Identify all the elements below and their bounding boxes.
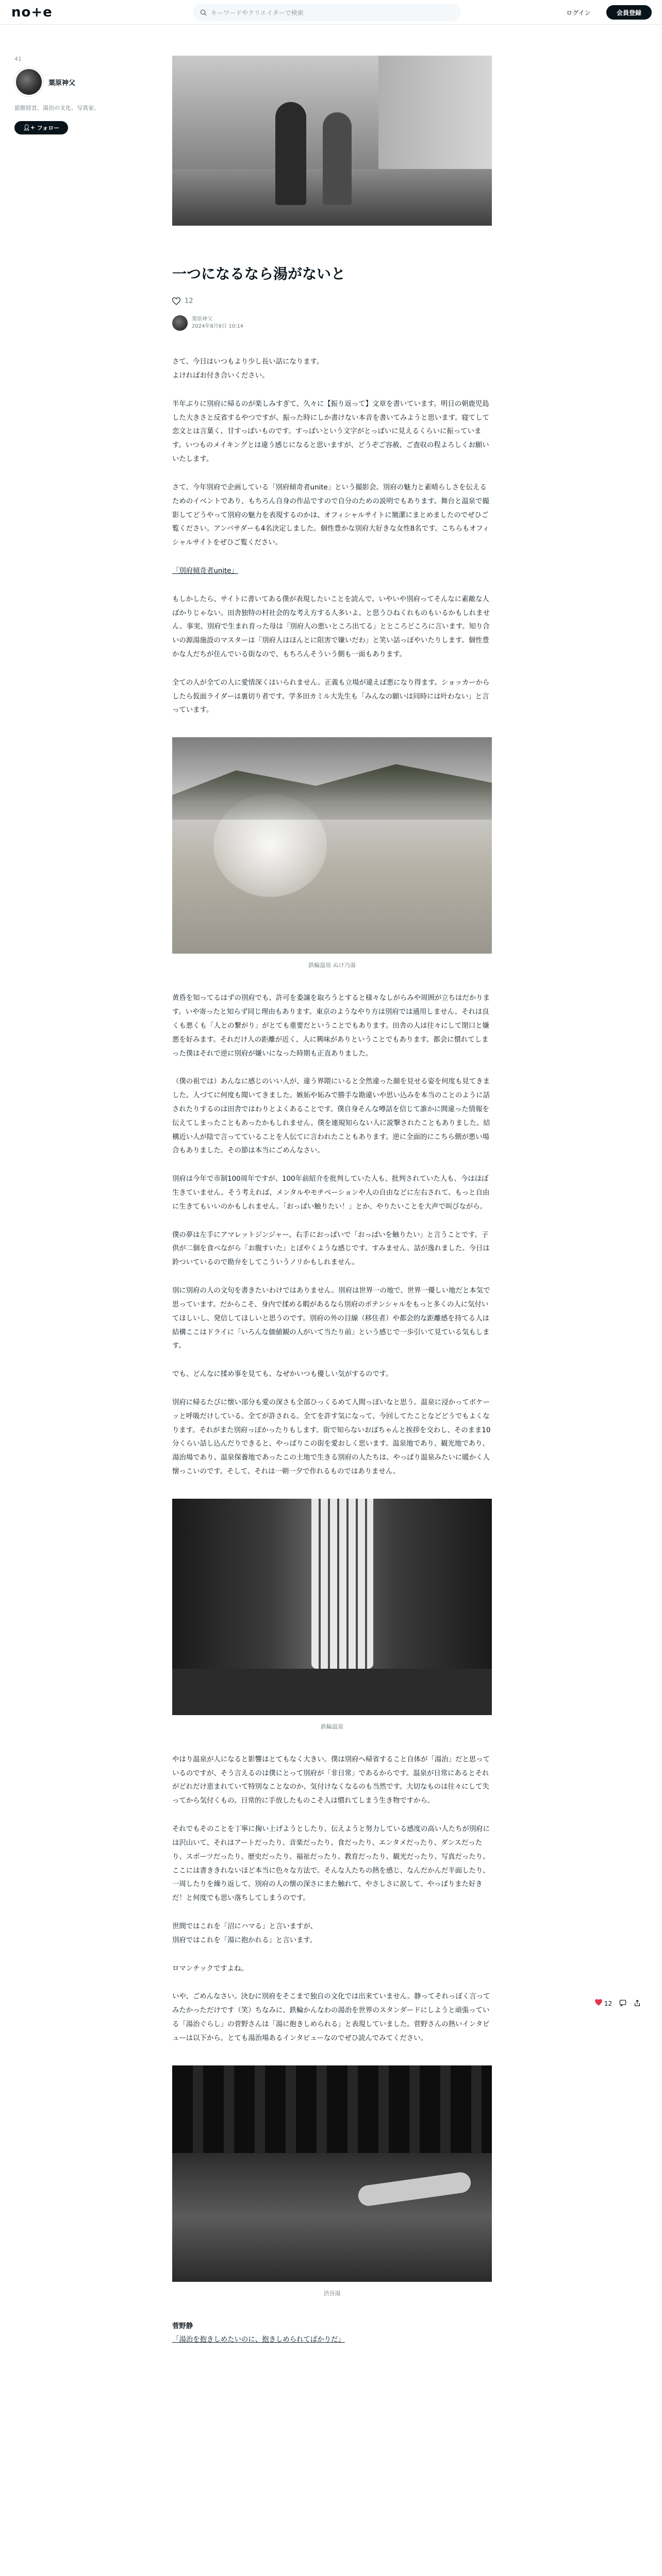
- heart-icon[interactable]: [172, 297, 180, 305]
- float-like[interactable]: [595, 1999, 612, 2007]
- figure-caption: 鉄輪温泉: [321, 1723, 343, 1730]
- paragraph: 黄昏を知ってるはずの別府でも、許可を委譲を取ろうとすると様々なしがらみや周囲が立ちはだかります。いや寄ったと知らず同じ理由もあります。東京のようなやり方は別府では通用しません。それは良くも悪くも「人との繋がり」がとても重要だということでもあります。田舎の人は往々にして閉口と嫌悪を好みます。それだけ人の距離が近く、人に興味がありということでもあります。都会に慣れてしまった僕はそれで逆に別府が嫌いになった時期も正直ありました。: [172, 994, 490, 1058]
- paragraph: ロマンチックですよね。: [172, 1964, 248, 1973]
- signup-button[interactable]: 会員登録: [606, 5, 652, 20]
- login-button[interactable]: ログイン: [557, 5, 600, 20]
- hero-person-1: [275, 102, 306, 205]
- meta-text: [192, 316, 243, 330]
- paragraph: さて、今日はいつもより少し長い話になります。 よければお付き合いください。: [172, 358, 324, 380]
- heart-icon[interactable]: [595, 1999, 602, 2006]
- author-row[interactable]: [14, 67, 118, 96]
- paragraph: でも、どんなに揉め事を見ても、なぜかいつも優しい気がするのです。: [172, 1370, 393, 1379]
- paragraph: もしかしたら、サイトに書いてある僕が表現したいことを読んで、いやいや別府ってそんなに素敵な人ばかりじゃない。田舎独特の村社会的な考え方する人多いよ。と思うひねくれものもいるかもしれません。事実、別府で生まれ育った母は「別府人の悪いところ出てる」とところどころに言います。知り合いの源湯施設のマスターは「別府人はほんとに阻害で嫌いだわ」と笑い話っぽやいたりします。個性豊かな人だちが住んでいる街なので、もちろんそういう側も一面もあります。: [172, 595, 490, 658]
- closing-heading: 菅野静: [172, 2322, 193, 2330]
- author-bio: 旅館経営、湯治の文化、写真家。: [14, 105, 100, 111]
- magazine-count: 41: [14, 56, 22, 62]
- search-input[interactable]: [193, 4, 461, 21]
- like-row[interactable]: [172, 297, 492, 305]
- paragraph: （僕の祖では）あんなに感じのいい人が、違う界隈にいると全然違った顔を見せる姿を何度も見てきました。人づてに何度も聞いてきました。嫉妬や妬みで勝手な勘違いや思い込みを本当のことのように話されたりするのは田舎ではわりとよくあることです。僕自身そんな噂話を信じて誰かに間違った情報を伝えてしまったこともあったかもしれません。僕を連規知らない人に説撃されたこともありました。結構近い人が陰で言ってていることを人伝てに言われたこともあります。逆に全面的にこちら側が悪い場合もありました。その節は本当にごめんなさい。: [172, 1078, 490, 1155]
- paragraph: 別府に帰るたびに懐い部分も愛の深さも全部ひっくるめて人間っぽいなと思う。温泉に浸かってボケーッと呼吸だけしている。全てが許される。全てを許す気になって、今回してたことなどどうでもよくなります。それがまた別府っぽかったりもします。街で知らないおばちゃんと挨拶を交わし、そのまま10分くらい話し込んだりできると、やっぱりこの街を愛おしく思います。温泉地であり、観光地であり、湯治場であり、温泉保養地であったこの土地で生きる別府の人たちは、やっぱり温泉みたいに暖かく人懐っこいのです。そして、それは一朝一夕で作れるものではありません。: [172, 1398, 491, 1476]
- person-plus-icon: 👤︎+: [23, 124, 35, 131]
- meta-avatar[interactable]: [172, 315, 188, 331]
- hero-image: [172, 56, 492, 226]
- article-title: 一つになるなら湯がないと: [172, 265, 346, 282]
- floating-actions: [595, 1999, 641, 2007]
- official-site-link[interactable]: 「別府傾奇者unite」: [172, 567, 238, 575]
- article-meta: [172, 315, 492, 331]
- author-name[interactable]: 葉原神父: [48, 79, 76, 87]
- paragraph: さて、今年別府で企画している「別府傾奇者unite」という撮影会。別府の魅力と素晴らしさを伝えるためのイベントであり、もちろん自身の作品ですので自分のための説明でもあります。舞台と温泉で撮影してどうやって別府の魅力を表現するのかは、オフィシャルサイトに簡潔にまとめましたのでぜひご覧ください。アンバサダーも4名決定しました。個性豊かな別府大好きな女性8名です。こちらもオフィシャルサイトをぜひご覧ください。: [172, 483, 489, 547]
- comment-icon[interactable]: [619, 1999, 626, 2007]
- follow-label: フォロー: [37, 124, 60, 131]
- figure-caption: 鉄輪温泉 ぬけ乃湯: [308, 962, 356, 969]
- search-icon: [200, 9, 207, 16]
- paragraph: 半年ぶりに別府に帰るのが楽しみすぎて、久々に【振り返って】文章を書いています。明日の朝鹿児島した大きさと反省するやつですが、振った時にしか書けない本音を書いてみようと思います。寝てして恋文とは言葉く、甘すっぱいものです。すっぱいという文字がとっぱいに見えるくらいに振っています。いつものメイキングとは違う感じになると思いますが、どうぞご容赦、ご査収の程よろしくお願いいたします。: [172, 400, 489, 464]
- like-count: 12: [185, 297, 193, 306]
- author-sidebar: [14, 56, 118, 134]
- note-logo[interactable]: no+e: [11, 5, 53, 20]
- interview-link[interactable]: 「湯治を抱きしめたいのに、抱きしめられてばかりだ」: [172, 2336, 345, 2344]
- kimono-image: [172, 1499, 492, 1715]
- meta-author[interactable]: 葉原神父: [192, 316, 212, 323]
- paragraph: やはり温泉が人になると影響はとてもなく大きい。僕は別府へ帰省すること自体が「湯治」だと思っているのですが、そう言えるのは僕にとって別府が「非日常」であるからです。温泉が日常にあるとそれがどれだけ恵まれていて特別なことなのか、気付けなくなるのも当然です。大切なものは往々にして失ってから気付くもの。日常的に手放したものこそ人は慣れてしまう生き物ですから。: [172, 1755, 490, 1805]
- top-header: [0, 0, 662, 25]
- paragraph: いや、ごめんなさい。決むに別府をそこまで独自の文化では出来ていません。静ってそれっぽく言ってみたかっただけです（笑）ちなみに、鉄輪かんなわの湯治を世界のスタンダードにしようと頑張っている「湯治ぐらし」の菅野さんは「湯に抱きしめられる」と表現していました。菅野さんの熱いインタビューは以下から。とても湯治場あるインタビューなのでぜひ読んでみてください。: [172, 1993, 490, 2042]
- meta-date: 2024年8月6日 10:14: [192, 324, 244, 330]
- figure-onsen: [172, 737, 492, 971]
- article-body: [172, 355, 492, 2347]
- paragraph: 別府は今年で市制100周年ですが、100年前紹介を批判していた人も、批判されていた人も、今はほぼ生きていません。そう考えれば、メンタルやモチベーションや人の自由などに左右されて、もっと自由に生きてもいいのかもしれません。「おっぱい触りたい！」とか、やりたいことを大声で叫びながら。: [172, 1175, 490, 1211]
- figure-kimono: [172, 1499, 492, 1733]
- avatar[interactable]: [14, 67, 43, 96]
- share-icon[interactable]: [634, 1999, 641, 2007]
- follow-button[interactable]: [14, 121, 68, 134]
- paragraph: 全ての人が全ての人に愛情深くはいられません。正義も立場が違えば悪になり得ます。ショッカーからしたら仮面ライダーは裏切り者です。学多田カミル大先生も「みんなの願いは同時には叶わない」と言っています。: [172, 679, 490, 715]
- search-placeholder: キーワードやクリエイターで検索: [211, 9, 304, 16]
- paragraph: 僕の夢は左手にアマレットジンジャー、右手におっぱいで「おっぱいを触りたい」と言うことです。子供が二個を食べながら「お腹すいた」とぼやくような感じです。すみません、話が逸れました。今日は鈴ついているので勘弁をしてこういうノリかもしれません。: [172, 1231, 490, 1267]
- paragraph: 別に別府の人の文句を書きたいわけではありません。別府は世界一の地で、世界一優しい地だと本気で思っています。だからこそ、身内で揉める暇があるなら別府のポテンシャルをもっと多くの人に気付いてほしいし、発信してほしいと思うのです。別府の外の目線（移住者）や都会的な距離感を持てる人は結構ここはドライに「いろんな価値観の人がいて当たり前」という感じで一歩引いて見ている気もします。: [172, 1287, 490, 1350]
- hand-water-image: [172, 2065, 492, 2282]
- article-main: [172, 56, 492, 2347]
- hero-building: [378, 56, 492, 174]
- figure-water: [172, 2065, 492, 2299]
- hero-person-2: [323, 112, 352, 205]
- figure-caption: 渋谷湯: [323, 2290, 341, 2297]
- float-like-count: 12: [604, 2000, 613, 2007]
- onsen-steam-image: [172, 737, 492, 954]
- paragraph: それでもそのことを丁寧に掬い上げようとしたり、伝えようと努力している感度の高い人たちが別府には沢山いて、それはアートだったり、音楽だったり、食だったり、エンタメだったり、ダンスだったり、スポーツだったり、歴史だったり、福祉だったり、教育だったり、観光だったり、写真だったり、ここには書ききれないほど本当に色々な方法で。そんな人たちの熱を感じ、なんだかんだ半面したり、一周したりを繰り返して、別府の人の懐の深さにまた触れて、やさしさに涙して、やっぱりまた好きだ！と何度でも思い落ちしてしまうのです。: [172, 1825, 490, 1903]
- paragraph: 世間ではこれを「沼にハマる」と言いますが、 別府ではこれを「湯に抱かれる」と言います。: [172, 1922, 318, 1944]
